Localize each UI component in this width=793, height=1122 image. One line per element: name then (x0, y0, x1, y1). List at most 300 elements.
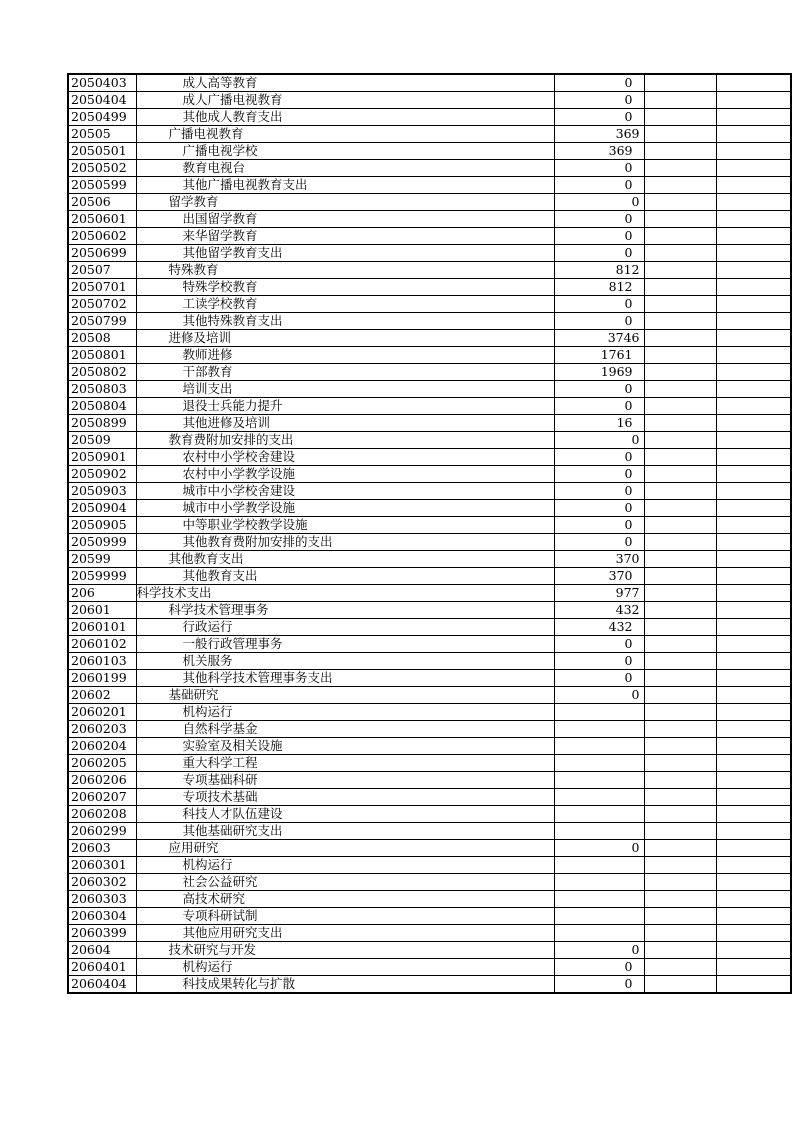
subject-code-cell: 2050803 (68, 381, 136, 398)
amount-cell: 0 (554, 432, 644, 449)
empty-cell (716, 636, 791, 653)
subject-name-cell: 退役士兵能力提升 (136, 398, 554, 415)
empty-cell (644, 874, 716, 891)
empty-cell (644, 738, 716, 755)
empty-cell (644, 330, 716, 347)
subject-name-cell: 专项技术基础 (136, 789, 554, 806)
amount-cell: 0 (554, 74, 644, 92)
table-row (68, 551, 791, 568)
subject-code-cell: 2060199 (68, 670, 136, 687)
table-row (68, 381, 791, 398)
empty-cell (644, 92, 716, 109)
empty-cell (644, 619, 716, 636)
empty-cell (716, 177, 791, 194)
empty-cell (716, 330, 791, 347)
subject-name-cell: 其他教育支出 (136, 568, 554, 585)
amount-cell (554, 789, 644, 806)
subject-code-cell: 2050899 (68, 415, 136, 432)
subject-name-cell: 来华留学教育 (136, 228, 554, 245)
table-row (68, 466, 791, 483)
subject-name-cell: 机构运行 (136, 704, 554, 721)
empty-cell (716, 109, 791, 126)
subject-name-cell: 其他应用研究支出 (136, 925, 554, 942)
subject-name-cell: 教育费附加安排的支出 (136, 432, 554, 449)
amount-cell (554, 891, 644, 908)
subject-name-cell: 应用研究 (136, 840, 554, 857)
empty-cell (644, 449, 716, 466)
empty-cell (644, 551, 716, 568)
table-row (68, 721, 791, 738)
subject-code-cell: 2060205 (68, 755, 136, 772)
amount-cell: 0 (554, 92, 644, 109)
table-row (68, 942, 791, 959)
amount-cell: 0 (554, 840, 644, 857)
subject-code-cell: 2060399 (68, 925, 136, 942)
amount-cell (554, 806, 644, 823)
empty-cell (644, 245, 716, 262)
empty-cell (644, 160, 716, 177)
subject-code-cell: 2050701 (68, 279, 136, 296)
subject-code-cell: 20603 (68, 840, 136, 857)
subject-code-cell: 2060208 (68, 806, 136, 823)
subject-name-cell: 实验室及相关设施 (136, 738, 554, 755)
subject-code-cell: 206 (68, 585, 136, 602)
empty-cell (716, 245, 791, 262)
empty-cell (644, 483, 716, 500)
empty-cell (716, 126, 791, 143)
empty-cell (644, 602, 716, 619)
budget-table-body (68, 74, 791, 993)
subject-name-cell: 其他教育支出 (136, 551, 554, 568)
subject-name-cell: 高技术研究 (136, 891, 554, 908)
table-row (68, 925, 791, 942)
empty-cell (644, 109, 716, 126)
table-row (68, 109, 791, 126)
empty-cell (644, 636, 716, 653)
empty-cell (644, 687, 716, 704)
empty-cell (644, 772, 716, 789)
subject-code-cell: 2050702 (68, 296, 136, 313)
subject-name-cell: 教育电视台 (136, 160, 554, 177)
empty-cell (644, 381, 716, 398)
amount-cell: 0 (554, 381, 644, 398)
table-row (68, 415, 791, 432)
amount-cell: 977 (554, 585, 644, 602)
subject-name-cell: 社会公益研究 (136, 874, 554, 891)
subject-name-cell: 其他进修及培训 (136, 415, 554, 432)
empty-cell (644, 806, 716, 823)
empty-cell (716, 262, 791, 279)
empty-cell (644, 925, 716, 942)
amount-cell: 0 (554, 670, 644, 687)
amount-cell: 0 (554, 483, 644, 500)
amount-cell: 0 (554, 449, 644, 466)
subject-name-cell: 广播电视教育 (136, 126, 554, 143)
empty-cell (716, 364, 791, 381)
table-row (68, 194, 791, 211)
table-row (68, 143, 791, 160)
empty-cell (644, 313, 716, 330)
empty-cell (644, 126, 716, 143)
empty-cell (644, 840, 716, 857)
subject-name-cell: 基础研究 (136, 687, 554, 704)
empty-cell (716, 432, 791, 449)
empty-cell (716, 194, 791, 211)
subject-name-cell: 其他成人教育支出 (136, 109, 554, 126)
amount-cell: 0 (554, 517, 644, 534)
subject-code-cell: 2050601 (68, 211, 136, 228)
table-row (68, 772, 791, 789)
subject-code-cell: 2050699 (68, 245, 136, 262)
table-row (68, 500, 791, 517)
amount-cell (554, 823, 644, 840)
subject-code-cell: 2060204 (68, 738, 136, 755)
table-row (68, 619, 791, 636)
amount-cell: 812 (554, 262, 644, 279)
amount-cell (554, 874, 644, 891)
empty-cell (644, 857, 716, 874)
subject-code-cell: 2050901 (68, 449, 136, 466)
table-row (68, 857, 791, 874)
empty-cell (644, 959, 716, 976)
table-row (68, 976, 791, 994)
amount-cell: 0 (554, 500, 644, 517)
empty-cell (716, 704, 791, 721)
amount-cell: 0 (554, 653, 644, 670)
empty-cell (716, 789, 791, 806)
subject-name-cell: 工读学校教育 (136, 296, 554, 313)
amount-cell: 812 (554, 279, 644, 296)
amount-cell: 0 (554, 313, 644, 330)
subject-code-cell: 2059999 (68, 568, 136, 585)
subject-name-cell: 广播电视学校 (136, 143, 554, 160)
empty-cell (716, 92, 791, 109)
table-row (68, 534, 791, 551)
table-row (68, 568, 791, 585)
empty-cell (644, 976, 716, 994)
subject-code-cell: 2060101 (68, 619, 136, 636)
empty-cell (716, 398, 791, 415)
subject-name-cell: 进修及培训 (136, 330, 554, 347)
amount-cell: 432 (554, 602, 644, 619)
empty-cell (716, 74, 791, 92)
subject-name-cell: 出国留学教育 (136, 211, 554, 228)
subject-name-cell: 特殊学校教育 (136, 279, 554, 296)
table-row (68, 330, 791, 347)
table-row (68, 160, 791, 177)
subject-name-cell: 自然科学基金 (136, 721, 554, 738)
subject-code-cell: 2050501 (68, 143, 136, 160)
table-row (68, 670, 791, 687)
empty-cell (716, 534, 791, 551)
empty-cell (716, 296, 791, 313)
empty-cell (644, 415, 716, 432)
table-row (68, 653, 791, 670)
subject-code-cell: 2060301 (68, 857, 136, 874)
empty-cell (644, 177, 716, 194)
table-row (68, 806, 791, 823)
empty-cell (716, 449, 791, 466)
subject-code-cell: 2050403 (68, 74, 136, 92)
amount-cell: 432 (554, 619, 644, 636)
empty-cell (716, 823, 791, 840)
subject-code-cell: 2050802 (68, 364, 136, 381)
subject-code-cell: 20507 (68, 262, 136, 279)
table-row (68, 296, 791, 313)
empty-cell (716, 585, 791, 602)
amount-cell: 0 (554, 177, 644, 194)
table-row (68, 177, 791, 194)
table-row (68, 789, 791, 806)
subject-code-cell: 2060207 (68, 789, 136, 806)
subject-code-cell: 2050602 (68, 228, 136, 245)
empty-cell (644, 398, 716, 415)
empty-cell (716, 347, 791, 364)
subject-code-cell: 20509 (68, 432, 136, 449)
empty-cell (716, 721, 791, 738)
amount-cell: 0 (554, 466, 644, 483)
subject-code-cell: 20599 (68, 551, 136, 568)
amount-cell (554, 925, 644, 942)
empty-cell (644, 500, 716, 517)
empty-cell (716, 415, 791, 432)
empty-cell (644, 194, 716, 211)
table-row (68, 92, 791, 109)
table-row (68, 74, 791, 92)
amount-cell (554, 908, 644, 925)
empty-cell (716, 211, 791, 228)
amount-cell (554, 755, 644, 772)
empty-cell (644, 568, 716, 585)
empty-cell (716, 857, 791, 874)
empty-cell (716, 653, 791, 670)
empty-cell (644, 891, 716, 908)
empty-cell (716, 160, 791, 177)
empty-cell (716, 228, 791, 245)
subject-code-cell: 2050599 (68, 177, 136, 194)
empty-cell (644, 296, 716, 313)
subject-code-cell: 20604 (68, 942, 136, 959)
empty-cell (716, 568, 791, 585)
empty-cell (716, 874, 791, 891)
empty-cell (644, 908, 716, 925)
subject-name-cell: 机构运行 (136, 959, 554, 976)
empty-cell (644, 211, 716, 228)
empty-cell (716, 313, 791, 330)
subject-code-cell: 2060299 (68, 823, 136, 840)
empty-cell (644, 534, 716, 551)
amount-cell: 369 (554, 143, 644, 160)
subject-name-cell: 机关服务 (136, 653, 554, 670)
empty-cell (716, 670, 791, 687)
amount-cell: 1969 (554, 364, 644, 381)
empty-cell (716, 483, 791, 500)
empty-cell (716, 619, 791, 636)
amount-cell: 1761 (554, 347, 644, 364)
empty-cell (716, 143, 791, 160)
subject-code-cell: 20602 (68, 687, 136, 704)
empty-cell (644, 653, 716, 670)
empty-cell (716, 602, 791, 619)
empty-cell (716, 466, 791, 483)
amount-cell (554, 772, 644, 789)
subject-code-cell: 20601 (68, 602, 136, 619)
subject-code-cell: 2050904 (68, 500, 136, 517)
amount-cell: 0 (554, 211, 644, 228)
empty-cell (716, 959, 791, 976)
subject-name-cell: 一般行政管理事务 (136, 636, 554, 653)
amount-cell: 369 (554, 126, 644, 143)
subject-code-cell: 20508 (68, 330, 136, 347)
subject-code-cell: 2060102 (68, 636, 136, 653)
empty-cell (644, 721, 716, 738)
amount-cell (554, 704, 644, 721)
table-row (68, 874, 791, 891)
subject-code-cell: 2060203 (68, 721, 136, 738)
table-row (68, 398, 791, 415)
amount-cell: 0 (554, 942, 644, 959)
subject-code-cell: 2050404 (68, 92, 136, 109)
amount-cell: 0 (554, 976, 644, 994)
subject-code-cell: 2050903 (68, 483, 136, 500)
table-row (68, 602, 791, 619)
empty-cell (716, 806, 791, 823)
subject-name-cell: 科学技术管理事务 (136, 602, 554, 619)
empty-cell (644, 466, 716, 483)
table-row (68, 636, 791, 653)
table-row (68, 823, 791, 840)
amount-cell: 0 (554, 534, 644, 551)
subject-name-cell: 干部教育 (136, 364, 554, 381)
subject-name-cell: 其他科学技术管理事务支出 (136, 670, 554, 687)
amount-cell: 16 (554, 415, 644, 432)
empty-cell (644, 670, 716, 687)
subject-name-cell: 城市中小学教学设施 (136, 500, 554, 517)
amount-cell: 0 (554, 109, 644, 126)
subject-code-cell: 2060404 (68, 976, 136, 994)
subject-name-cell: 其他特殊教育支出 (136, 313, 554, 330)
empty-cell (716, 976, 791, 994)
subject-code-cell: 2050804 (68, 398, 136, 415)
table-row (68, 959, 791, 976)
subject-name-cell: 其他广播电视教育支出 (136, 177, 554, 194)
table-row (68, 687, 791, 704)
empty-cell (644, 262, 716, 279)
subject-code-cell: 2060401 (68, 959, 136, 976)
subject-code-cell: 2060304 (68, 908, 136, 925)
table-row (68, 483, 791, 500)
empty-cell (644, 347, 716, 364)
table-row (68, 517, 791, 534)
subject-code-cell: 2050999 (68, 534, 136, 551)
empty-cell (716, 755, 791, 772)
subject-name-cell: 其他留学教育支出 (136, 245, 554, 262)
empty-cell (644, 279, 716, 296)
amount-cell: 0 (554, 398, 644, 415)
table-row (68, 585, 791, 602)
amount-cell: 370 (554, 568, 644, 585)
table-row (68, 211, 791, 228)
subject-code-cell: 2050905 (68, 517, 136, 534)
table-row (68, 891, 791, 908)
table-row (68, 704, 791, 721)
empty-cell (644, 364, 716, 381)
subject-code-cell: 2050799 (68, 313, 136, 330)
empty-cell (716, 840, 791, 857)
subject-code-cell: 2050499 (68, 109, 136, 126)
budget-table (67, 73, 792, 994)
empty-cell (716, 517, 791, 534)
amount-cell: 3746 (554, 330, 644, 347)
subject-name-cell: 科学技术支出 (136, 585, 554, 602)
table-row (68, 347, 791, 364)
subject-name-cell: 行政运行 (136, 619, 554, 636)
subject-name-cell: 科技人才队伍建设 (136, 806, 554, 823)
amount-cell: 370 (554, 551, 644, 568)
amount-cell (554, 721, 644, 738)
empty-cell (716, 891, 791, 908)
empty-cell (644, 823, 716, 840)
subject-name-cell: 技术研究与开发 (136, 942, 554, 959)
amount-cell: 0 (554, 296, 644, 313)
amount-cell: 0 (554, 160, 644, 177)
table-row (68, 840, 791, 857)
subject-code-cell: 2060206 (68, 772, 136, 789)
subject-name-cell: 专项基础科研 (136, 772, 554, 789)
subject-code-cell: 2050902 (68, 466, 136, 483)
amount-cell: 0 (554, 194, 644, 211)
empty-cell (716, 381, 791, 398)
subject-name-cell: 成人广播电视教育 (136, 92, 554, 109)
table-row (68, 755, 791, 772)
amount-cell (554, 857, 644, 874)
subject-code-cell: 20505 (68, 126, 136, 143)
subject-name-cell: 农村中小学教学设施 (136, 466, 554, 483)
table-row (68, 262, 791, 279)
empty-cell (716, 908, 791, 925)
empty-cell (644, 789, 716, 806)
subject-name-cell: 其他基础研究支出 (136, 823, 554, 840)
subject-name-cell: 专项科研试制 (136, 908, 554, 925)
subject-name-cell: 特殊教育 (136, 262, 554, 279)
table-row (68, 228, 791, 245)
subject-code-cell: 2050502 (68, 160, 136, 177)
empty-cell (644, 755, 716, 772)
empty-cell (644, 704, 716, 721)
table-row (68, 313, 791, 330)
empty-cell (716, 738, 791, 755)
subject-name-cell: 其他教育费附加安排的支出 (136, 534, 554, 551)
table-row (68, 449, 791, 466)
table-row (68, 279, 791, 296)
empty-cell (716, 925, 791, 942)
subject-name-cell: 中等职业学校教学设施 (136, 517, 554, 534)
subject-name-cell: 留学教育 (136, 194, 554, 211)
amount-cell (554, 738, 644, 755)
subject-code-cell: 2060103 (68, 653, 136, 670)
amount-cell: 0 (554, 687, 644, 704)
subject-code-cell: 2050801 (68, 347, 136, 364)
subject-name-cell: 教师进修 (136, 347, 554, 364)
table-row (68, 908, 791, 925)
empty-cell (644, 432, 716, 449)
empty-cell (716, 942, 791, 959)
table-row (68, 126, 791, 143)
empty-cell (716, 772, 791, 789)
table-row (68, 432, 791, 449)
empty-cell (644, 942, 716, 959)
table-row (68, 738, 791, 755)
